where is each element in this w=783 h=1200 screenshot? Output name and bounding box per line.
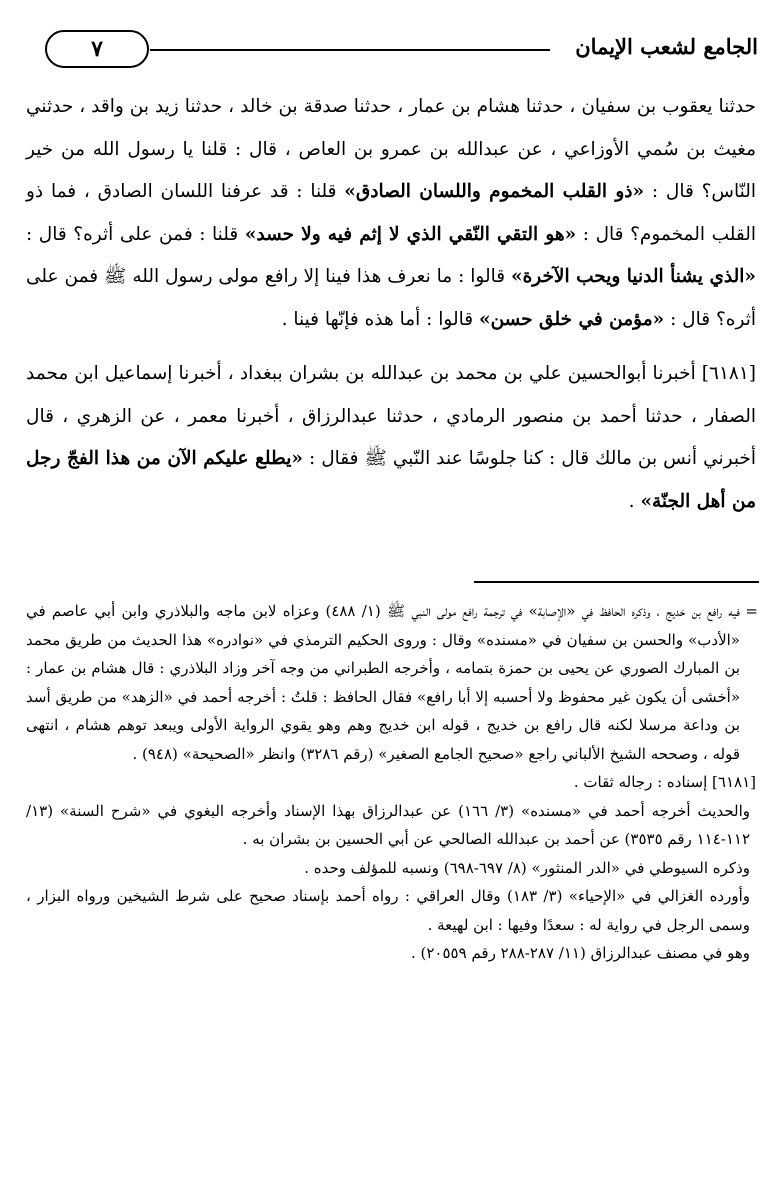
footnote-text: والحديث أخرجه أحمد في «مسنده» (٣/ ١٦٦) عن عبدالرزاق بهذا الإسناد وأخرجه البغوي في «شرح السنة» (١٣/ ١١٢-١١٤ رقم ٣٥٣٥) عن أحمد بن عبدالله الصالحي عن أبي الحسين بن بشران به . [26,801,750,848]
running-header [38,30,758,74]
hadith-paragraph [26,353,756,523]
footnote-text: وذكره السيوطي في «الدر المنثور» (٨/ ٦٩٧-٦٩٨) ونسبه للمؤلف وحده . [304,858,750,877]
book-title: الجامع لشعب الإيمان [575,34,758,59]
narration-text: [٦١٨١] أخبرنا أبوالحسين علي بن محمد بن عبدالله بن بشران ببغداد ، أخبرنا إسماعيل ابن محمد الصفار ، حدثنا أحمد بن منصور الرمادي ، حدثنا عبدالرزاق ، أخبرنا معمر ، عن الزهري ، قال أخبرني أنس بن مالك قال : كنا جلوسًا عند النّبي ﷺ فقال : [26,363,757,469]
footnote-text: وهو في مصنف عبدالرزاق (١١/ ٢٨٧-٢٨٨ رقم ٢٠٥٥٩) . [410,944,750,962]
prophetic-quote: «ذو القلب المخموم واللسان الصادق» [344,181,645,202]
prophetic-quote: «الذي يشنأ الدنيا ويحب الآخرة» [511,266,756,287]
footnote-text: وأورده الغزالي في «الإحياء» (٣/ ١٨٣) وقال العراقي : رواه أحمد بإسناد صحيح على شرط الشيخين ورواه البزار ، وسمى الرجل في رواية له : سعدًا وفيها : ابن لهيعة . [26,887,750,934]
footnote-separator [474,581,759,583]
main-text [26,86,756,523]
narration-text: . [628,490,641,512]
narration-text: قالوا : أما هذه فإنّها فينا . [281,308,479,330]
footnote-text: فيه رافع بن خديج ، وذكره الحافظ في «الإصابة» في ترجمة رافع مولى النبي ﷺ (١/ ٤٨٨) وعزاه لابن ماجه والبلاذري وابن أبي عاصم في «الأدب» والحسن بن سفيان في «مسنده» وقال : وروى الحكيم الترمذي في «نوادره» هذا الحديث من طريق محمد بن المبارك الصوري عن يحيى بن حمزة بتمامه ، وأخرجه الطبراني من وجه آخر وزاد البلاذري : قال هشام بن عمار : «أخشى أن يكون غير محفوظ ولا أحسبه إلا أبا رافع» فقال الحافظ : قلتُ : أخرجه أحمد في «الزهد» من طريق أسد بن وداعة مرسلا لكنه قال رافع بن خديج ، قوله ابن خديج وهم وهو يقوي الرواية الأولى ويبعد توهم هشام ، انتهى قوله ، وصححه الشيخ الألباني راجع «صحيح الجامع الصغير» (رقم ٣٢٨٦) وانظر «الصحيحة» (٩٤٨) . [26,602,740,763]
prophetic-quote: «يطلع عليكم الآن من هذا الفجّ رجل من أهل الجنّة» [26,448,756,512]
hadith-paragraph [26,86,756,341]
footnotes [26,597,756,968]
prophetic-quote: «مؤمن في خلق حسن» [479,308,665,330]
footnote-continued [26,597,756,768]
narration-text: قلنا : قد عرفنا اللسان الصادق ، فما ذو القلب المخموم؟ قال : [26,181,757,245]
footnote-heading: [٦١٨١] إسناده : رجاله ثقات . [573,773,756,791]
narration-text: قالوا : ما نعرف هذا فينا إلا رافع مولى رسول الله ﷺ فمن على أثره؟ قال : [26,266,756,330]
continuation-mark: = [745,602,758,620]
prophetic-quote: «هو التقي النّقي الذي لا إثم فيه ولا حسد» [244,223,577,245]
narration-text: قلنا : فمن على أثره؟ قال : [26,223,245,245]
page-number: ٧ [45,30,149,68]
narration-text: حدثنا يعقوب بن سفيان ، حدثنا هشام بن عمار ، حدثنا صدقة بن خالد ، حدثنا زيد بن واقد ، حدثني مغيث بن سُمي الأوزاعي ، عن عبدالله بن عمرو بن العاص ، قال : قلنا يا رسول الله من خير النّاس؟ قال : [26,96,756,202]
header-rule [150,49,550,51]
